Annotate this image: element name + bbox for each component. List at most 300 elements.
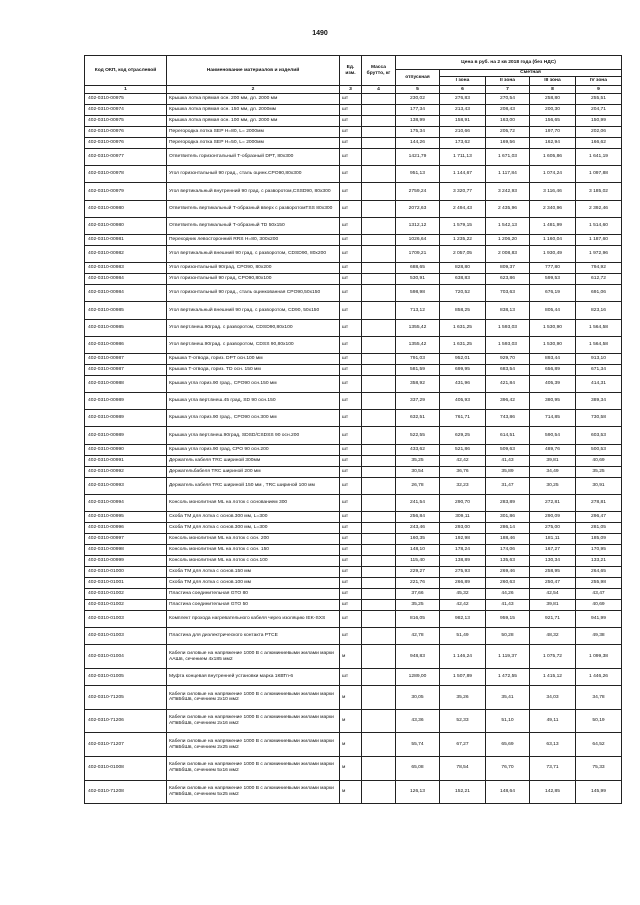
release-price: 816,05 [396,611,440,628]
zone-4-price: 794,92 [576,263,622,274]
zone-3-price: 142,85 [530,780,576,804]
unit-of-measure: шт [340,105,362,116]
zone-2-price: 1 542,13 [486,217,530,234]
zone-2-price: 683,54 [486,364,530,375]
unit-of-measure: шт [340,183,362,200]
unit-of-measure: шт [340,444,362,455]
material-code: 402-0310-00991 [85,455,167,466]
material-name: Угол вертикальный внешний 90 град. с разворотом, CD90, 50x150 [167,302,340,319]
unit-of-measure: шт [340,611,362,628]
unit-of-measure: шт [340,545,362,556]
zone-2-price: 205,72 [486,127,530,138]
zone-3-price: 714,85 [530,410,576,427]
gross-mass [362,364,396,375]
unit-of-measure: шт [340,410,362,427]
gross-mass [362,494,396,511]
zone-2-price: 1 119,37 [486,645,530,669]
release-price: 175,34 [396,127,440,138]
material-code: 402-0310-00988 [85,375,167,392]
zone-3-price: 258,80 [530,94,576,105]
release-price: 126,13 [396,780,440,804]
gross-mass [362,611,396,628]
gross-mass [362,686,396,710]
table-row [85,217,622,234]
table-row [85,149,622,166]
unit-of-measure: шт [340,166,362,183]
zone-4-price: 1 972,96 [576,245,622,262]
release-price: 229,27 [396,567,440,578]
material-name: Держатель кабеля TRC шириной 300мм [167,455,340,466]
table-row [85,756,622,780]
column-index: 9 [576,86,622,94]
release-price: 256,84 [396,512,440,523]
zone-4-price: 40,69 [576,600,622,611]
header-mass: Масса брутто, кг [362,56,396,86]
table-body [85,94,622,804]
unit-of-measure: шт [340,336,362,353]
zone-2-price: 959,15 [486,611,530,628]
release-price: 230,02 [396,94,440,105]
table-row [85,245,622,262]
table-row [85,183,622,200]
material-code: 402-0310-00992 [85,466,167,477]
zone-1-price: 720,52 [440,285,486,302]
unit-of-measure: шт [340,319,362,336]
zone-4-price: 185,09 [576,534,622,545]
material-name: Крышка Т-отвода, гориз. TD осн. 150 мм [167,364,340,375]
gross-mass [362,200,396,217]
zone-3-price: 1 930,49 [530,245,576,262]
zone-4-price: 1 514,60 [576,217,622,234]
zone-1-price: 3 320,77 [440,183,486,200]
zone-4-price: 3 185,02 [576,183,622,200]
zone-1-price: 35,26 [440,686,486,710]
zone-3-price: 130,34 [530,556,576,567]
release-price: 522,55 [396,427,440,444]
zone-2-price: 174,06 [486,545,530,556]
material-code: 402-0310-00994 [85,494,167,511]
zone-4-price: 49,38 [576,628,622,645]
zone-3-price: 380,95 [530,393,576,410]
gross-mass [362,149,396,166]
unit-of-measure: шт [340,523,362,534]
zone-1-price: 210,66 [440,127,486,138]
table-row [85,567,622,578]
release-price: 55,74 [396,733,440,757]
zone-3-price: 39,81 [530,600,576,611]
gross-mass [362,628,396,645]
gross-mass [362,600,396,611]
table-row [85,668,622,685]
unit-of-measure: м [340,709,362,733]
material-name: Кабели силовые на напряжение 1000 В с алюминиевыми жилами марки АПвБбШв, сечением 2x25 мм2 [167,733,340,757]
zone-2-price: 50,28 [486,628,530,645]
zone-1-price: 51,49 [440,628,486,645]
material-code: 402-0310-00974 [85,105,167,116]
zone-3-price: 73,71 [530,756,576,780]
material-name: Ответвитель горизонтальный Т-образный DPT, 80x300 [167,149,340,166]
release-price: 221,76 [396,578,440,589]
material-code: 402-0310-00999 [85,556,167,567]
zone-2-price: 270,54 [486,94,530,105]
table-row [85,709,622,733]
table-row [85,534,622,545]
material-name: Крышка угла гориз.90 град., CPO90 осн.300 мм [167,410,340,427]
material-name: Угол верт.внеш.90град. с разворотом, CDSD90,80x100 [167,319,340,336]
material-code: 402-0310-00979 [85,183,167,200]
gross-mass [362,105,396,116]
gross-mass [362,477,396,494]
table-row [85,628,622,645]
material-name: Крышка лотка прямая осн. 200 мм, дл. 2000 мм [167,94,340,105]
zone-2-price: 301,86 [486,512,530,523]
gross-mass [362,523,396,534]
column-index: 5 [396,86,440,94]
zone-3-price: 42,54 [530,589,576,600]
material-code: 402-0310-00982 [85,245,167,262]
zone-2-price: 1 671,03 [486,149,530,166]
unit-of-measure: шт [340,274,362,285]
zone-4-price: 1 187,60 [576,234,622,245]
release-price: 632,51 [396,410,440,427]
column-index-row [85,86,622,94]
material-name: Консоль монолитная ML на лоток с осн.100 [167,556,340,567]
release-price: 1355,42 [396,336,440,353]
table-row [85,116,622,127]
price-table [84,55,622,804]
zone-2-price: 51,10 [486,709,530,733]
material-code: 402-0310-00990 [85,444,167,455]
gross-mass [362,410,396,427]
zone-3-price: 275,00 [530,523,576,534]
zone-1-price: 858,25 [440,302,486,319]
zone-4-price: 43,47 [576,589,622,600]
unit-of-measure: шт [340,567,362,578]
zone-4-price: 603,53 [576,427,622,444]
table-row [85,466,622,477]
zone-3-price: 1 075,72 [530,645,576,669]
table-row [85,127,622,138]
release-price: 688,65 [396,263,440,274]
release-price: 1312,12 [396,217,440,234]
unit-of-measure: шт [340,127,362,138]
zone-4-price: 40,69 [576,455,622,466]
table-row [85,138,622,149]
zone-1-price: 1 235,22 [440,234,486,245]
unit-of-measure: шт [340,512,362,523]
table-row [85,427,622,444]
release-price: 2072,63 [396,200,440,217]
zone-2-price: 260,63 [486,578,530,589]
release-price: 337,29 [396,393,440,410]
unit-of-measure: шт [340,466,362,477]
release-price: 358,92 [396,375,440,392]
gross-mass [362,138,396,149]
gross-mass [362,336,396,353]
material-code: 402-0310-01002 [85,600,167,611]
unit-of-measure: шт [340,138,362,149]
zone-2-price: 1 593,03 [486,336,530,353]
table-row [85,589,622,600]
release-price: 35,25 [396,600,440,611]
material-code: 402-0310-00995 [85,512,167,523]
gross-mass [362,319,396,336]
material-code: 402-0310-01001 [85,578,167,589]
gross-mass [362,217,396,234]
material-name: Крышка угла гориз.90 град, CPO 90 осн.200 [167,444,340,455]
zone-4-price: 823,16 [576,302,622,319]
gross-mass [362,245,396,262]
release-price: 148,10 [396,545,440,556]
material-code: 402-0310-00987 [85,353,167,364]
zone-3-price: 3 116,46 [530,183,576,200]
zone-2-price: 838,13 [486,302,530,319]
zone-2-price: 703,63 [486,285,530,302]
unit-of-measure: шт [340,534,362,545]
release-price: 26,78 [396,477,440,494]
zone-3-price: 48,32 [530,628,576,645]
zone-3-price: 197,70 [530,127,576,138]
gross-mass [362,393,396,410]
zone-2-price: 286,14 [486,523,530,534]
zone-4-price: 612,72 [576,274,622,285]
release-price: 1355,42 [396,319,440,336]
material-name: Крышка Т-отвода, гориз. DPT осн.100 мм [167,353,340,364]
zone-1-price: 45,32 [440,589,486,600]
unit-of-measure: шт [340,578,362,589]
zone-4-price: 691,06 [576,285,622,302]
zone-3-price: 489,76 [530,444,576,455]
material-code: 402-0310-00975 [85,116,167,127]
zone-2-price: 2 008,83 [486,245,530,262]
release-price: 65,08 [396,756,440,780]
material-code: 402-0310-01003 [85,611,167,628]
release-price: 713,12 [396,302,440,319]
material-code: 402-0310-00975 [85,94,167,105]
release-price: 160,35 [396,534,440,545]
material-name: Угол вертикальный внешний 90 град. с разворотом, CDSD90, 80x200 [167,245,340,262]
material-name: Ответвитель вертикальный Т-образный TD 50x150 [167,217,340,234]
material-code: 402-0310-00980 [85,217,167,234]
table-row [85,600,622,611]
material-code: 402-0310-00996 [85,523,167,534]
column-index: 8 [530,86,576,94]
unit-of-measure: шт [340,302,362,319]
unit-of-measure: м [340,686,362,710]
zone-4-price: 1 099,38 [576,645,622,669]
release-price: 1709,21 [396,245,440,262]
zone-1-price: 761,71 [440,410,486,427]
material-name: Угол горизонтальный 90 град., сталь оцинкованная CPO90,50x150 [167,285,340,302]
material-code: 402-0310-00998 [85,545,167,556]
zone-1-price: 290,70 [440,494,486,511]
material-code: 402-0310-01004 [85,645,167,669]
table-row [85,285,622,302]
zone-1-price: 638,83 [440,274,486,285]
zone-1-price: 1 579,15 [440,217,486,234]
material-name: Крышка угла верт.внеш.45 град, SD 90 осн.150 [167,393,340,410]
zone-4-price: 166,62 [576,138,622,149]
release-price: 43,36 [396,709,440,733]
unit-of-measure: шт [340,245,362,262]
unit-of-measure: шт [340,353,362,364]
table-row [85,523,622,534]
zone-4-price: 941,99 [576,611,622,628]
zone-2-price: 65,69 [486,733,530,757]
unit-of-measure: шт [340,589,362,600]
material-name: Угол верт.внеш.90град. с разворотом, CDSS 90,80x100 [167,336,340,353]
table-row [85,578,622,589]
gross-mass [362,116,396,127]
gross-mass [362,302,396,319]
material-name: Комплект прохода нагревательного кабеля через изоляцию IEK-SXS [167,611,340,628]
zone-2-price: 929,70 [486,353,530,364]
zone-4-price: 35,25 [576,466,622,477]
table-row [85,166,622,183]
unit-of-measure: шт [340,364,362,375]
header-zone-1: I зона [440,77,486,86]
zone-3-price: 893,44 [530,353,576,364]
material-code: 402-0310-00981 [85,234,167,245]
material-name: Кабели силовые на напряжение 1000 В с алюминиевыми жилами марки АПвБбШв, сечением 5x25 мм2 [167,780,340,804]
zone-4-price: 389,34 [576,393,622,410]
material-name: Держатель кабеля TRC шириной 150 мм , TRC шириной 100 мм [167,477,340,494]
gross-mass [362,545,396,556]
zone-3-price: 30,25 [530,477,576,494]
zone-4-price: 75,33 [576,756,622,780]
material-name: Консоль монолитная ML на лоток с осн. 150 [167,545,340,556]
zone-3-price: 2 340,96 [530,200,576,217]
gross-mass [362,375,396,392]
material-name: Переходник левосторонний RRS H=80, 300x200 [167,234,340,245]
zone-1-price: 152,21 [440,780,486,804]
zone-3-price: 162,94 [530,138,576,149]
zone-4-price: 64,52 [576,733,622,757]
header-estimate: Сметная [440,70,622,77]
header-zone-2: II зона [486,77,530,86]
zone-2-price: 1 206,20 [486,234,530,245]
zone-1-price: 266,89 [440,578,486,589]
zone-3-price: 290,09 [530,512,576,523]
unit-of-measure: шт [340,263,362,274]
table-row [85,200,622,217]
column-index: 3 [340,86,362,94]
zone-2-price: 614,51 [486,427,530,444]
zone-3-price: 921,71 [530,611,576,628]
material-code: 402-0310-01005 [85,668,167,685]
gross-mass [362,455,396,466]
zone-1-price: 1 631,25 [440,319,486,336]
gross-mass [362,466,396,477]
gross-mass [362,353,396,364]
unit-of-measure: шт [340,668,362,685]
column-index: 2 [167,86,340,94]
table-row [85,494,622,511]
table-row [85,234,622,245]
zone-2-price: 41,43 [486,600,530,611]
zone-1-price: 192,98 [440,534,486,545]
unit-of-measure: шт [340,477,362,494]
gross-mass [362,234,396,245]
material-name: Скоба TM для лотка с основ.150 мм [167,567,340,578]
gross-mass [362,94,396,105]
zone-4-price: 202,06 [576,127,622,138]
release-price: 2759,24 [396,183,440,200]
table-row [85,686,622,710]
material-name: Перегородка лотка SEP H=80, L= 2000мм [167,127,340,138]
zone-1-price: 1 711,13 [440,149,486,166]
unit-of-measure: шт [340,149,362,166]
unit-of-measure: шт [340,285,362,302]
zone-2-price: 269,46 [486,567,530,578]
material-name: Держательбабеля TRC шириной 200 мм [167,466,340,477]
material-name: Крышка угла верт.внеш.90град, SDSD/CSDSS 90 осн.200 [167,427,340,444]
unit-of-measure: шт [340,116,362,127]
release-price: 791,03 [396,353,440,364]
zone-2-price: 35,89 [486,466,530,477]
zone-4-price: 414,31 [576,375,622,392]
material-code: 402-0310-00984 [85,274,167,285]
zone-3-price: 1 481,99 [530,217,576,234]
material-name: Крышка угла гориз.90 град., CPO90 осн.150 мм [167,375,340,392]
release-price: 138,99 [396,116,440,127]
material-name: Скоба TM для лотка с основ.300 мм, L=300 [167,523,340,534]
zone-1-price: 699,95 [440,364,486,375]
table-row [85,512,622,523]
gross-mass [362,263,396,274]
zone-4-price: 150,99 [576,116,622,127]
material-code: 402-0310-00985 [85,319,167,336]
unit-of-measure: шт [340,455,362,466]
release-price: 115,40 [396,556,440,567]
table-row [85,263,622,274]
zone-1-price: 78,54 [440,756,486,780]
material-code: 402-0310-01000 [85,567,167,578]
table-row [85,336,622,353]
table-row [85,319,622,336]
table-row [85,274,622,285]
table-row [85,105,622,116]
material-code: 402-0310-00985 [85,302,167,319]
zone-4-price: 133,21 [576,556,622,567]
zone-4-price: 255,98 [576,578,622,589]
zone-3-price: 1 530,90 [530,319,576,336]
material-code: 402-0310-71205 [85,686,167,710]
gross-mass [362,780,396,804]
release-price: 144,26 [396,138,440,149]
zone-4-price: 1 446,26 [576,668,622,685]
zone-2-price: 35,41 [486,686,530,710]
zone-3-price: 599,53 [530,274,576,285]
zone-1-price: 293,00 [440,523,486,534]
zone-1-price: 158,91 [440,116,486,127]
zone-4-price: 1 564,58 [576,319,622,336]
unit-of-measure: шт [340,628,362,645]
release-price: 948,83 [396,645,440,669]
column-index: 6 [440,86,486,94]
zone-3-price: 805,44 [530,302,576,319]
material-name: Кабели силовые на напряжение 1000 В с алюминиевыми жилами марки АПвБбШв, сечением 2x10 мм2 [167,686,340,710]
unit-of-measure: м [340,645,362,669]
material-code: 402-0310-00997 [85,534,167,545]
release-price: 581,59 [396,364,440,375]
table-row [85,393,622,410]
unit-of-measure: м [340,780,362,804]
release-price: 433,62 [396,444,440,455]
zone-2-price: 743,86 [486,410,530,427]
zone-1-price: 67,27 [440,733,486,757]
zone-1-price: 213,43 [440,105,486,116]
